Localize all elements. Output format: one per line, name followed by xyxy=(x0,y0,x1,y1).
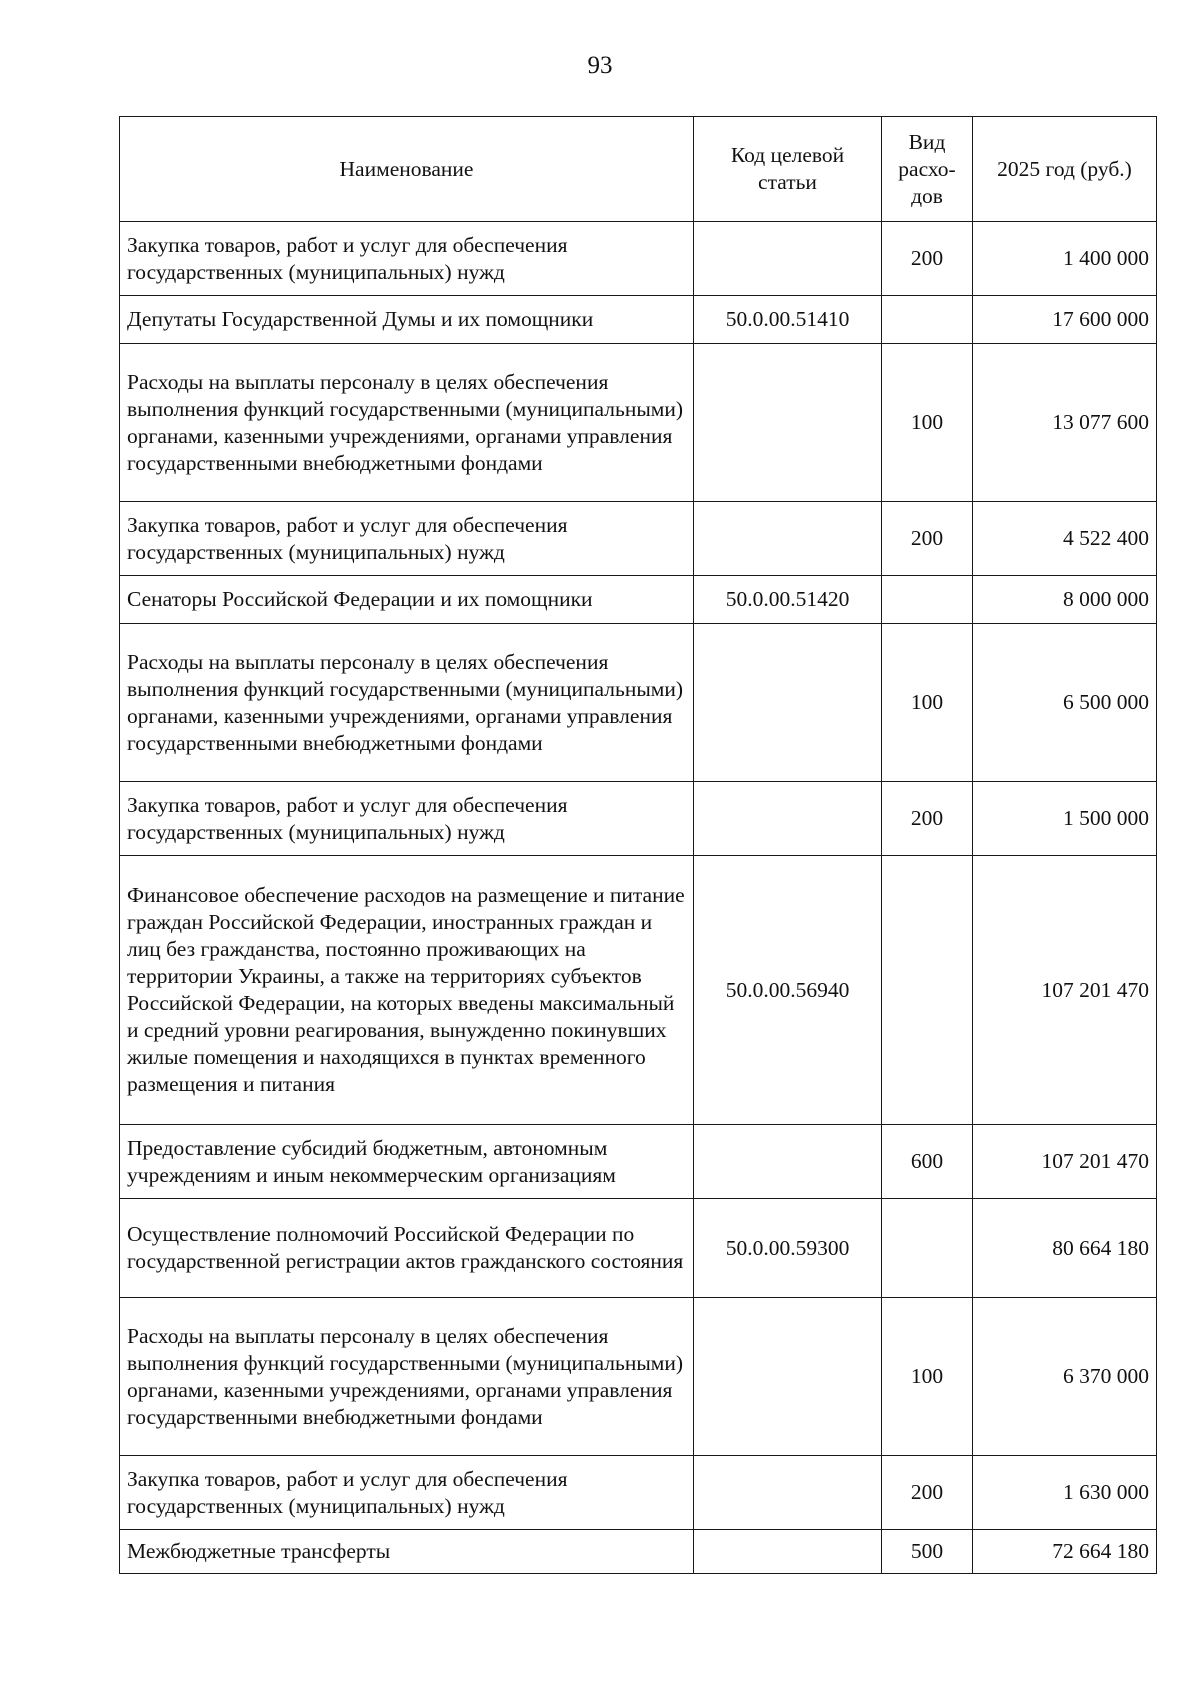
header-code: Код целевой статьи xyxy=(694,117,882,222)
row-amount: 1 630 000 xyxy=(973,1456,1157,1530)
row-name: Закупка товаров, работ и услуг для обеспечения государственных (муниципальных) нужд xyxy=(120,782,694,856)
row-amount: 8 000 000 xyxy=(973,576,1157,624)
table-row xyxy=(120,1530,1157,1574)
row-code xyxy=(694,1125,882,1199)
row-code xyxy=(694,502,882,576)
table-row xyxy=(120,1456,1157,1530)
table-row xyxy=(120,222,1157,296)
budget-table xyxy=(119,116,1157,1574)
row-kind: 100 xyxy=(882,624,973,782)
row-code xyxy=(694,1298,882,1456)
row-kind: 500 xyxy=(882,1530,973,1574)
table-row xyxy=(120,782,1157,856)
row-name: Закупка товаров, работ и услуг для обеспечения государственных (муниципальных) нужд xyxy=(120,222,694,296)
row-amount: 6 370 000 xyxy=(973,1298,1157,1456)
row-kind: 200 xyxy=(882,782,973,856)
row-code xyxy=(694,222,882,296)
row-kind: 200 xyxy=(882,1456,973,1530)
table-row xyxy=(120,502,1157,576)
row-amount: 72 664 180 xyxy=(973,1530,1157,1574)
row-kind: 200 xyxy=(882,502,973,576)
row-name: Расходы на выплаты персоналу в целях обеспечения выполнения функций государственными (муниципальными) органами, казенными учреждениями, органами управления государственными внебюджетными фондами xyxy=(120,624,694,782)
row-name: Сенаторы Российской Федерации и их помощники xyxy=(120,576,694,624)
row-amount: 4 522 400 xyxy=(973,502,1157,576)
header-kind: Вид расхо-дов xyxy=(882,117,973,222)
row-name: Финансовое обеспечение расходов на размещение и питание граждан Российской Федерации, иностранных граждан и лиц без гражданства, постоянно проживающих на территории Украины, а также на территориях субъектов Российской Федерации, на которых введены максимальный и средний уровни реагирования, вынужденно покинувших жилые помещения и находящихся в пунктах временного размещения и питания xyxy=(120,856,694,1125)
table-row xyxy=(120,624,1157,782)
row-kind xyxy=(882,1199,973,1298)
row-name: Осуществление полномочий Российской Федерации по государственной регистрации актов гражданского состояния xyxy=(120,1199,694,1298)
row-kind: 100 xyxy=(882,344,973,502)
row-code: 50.0.00.51410 xyxy=(694,296,882,344)
row-amount: 6 500 000 xyxy=(973,624,1157,782)
row-name: Закупка товаров, работ и услуг для обеспечения государственных (муниципальных) нужд xyxy=(120,1456,694,1530)
row-amount: 13 077 600 xyxy=(973,344,1157,502)
row-kind xyxy=(882,296,973,344)
row-code: 50.0.00.56940 xyxy=(694,856,882,1125)
row-kind xyxy=(882,576,973,624)
row-code: 50.0.00.51420 xyxy=(694,576,882,624)
row-name: Расходы на выплаты персоналу в целях обеспечения выполнения функций государственными (муниципальными) органами, казенными учреждениями, органами управления государственными внебюджетными фондами xyxy=(120,1298,694,1456)
row-name: Предоставление субсидий бюджетным, автономным учреждениям и иным некоммерческим организациям xyxy=(120,1125,694,1199)
table-row xyxy=(120,1298,1157,1456)
row-code: 50.0.00.59300 xyxy=(694,1199,882,1298)
table-row xyxy=(120,1199,1157,1298)
table-row xyxy=(120,856,1157,1125)
row-amount: 1 500 000 xyxy=(973,782,1157,856)
table-row xyxy=(120,296,1157,344)
row-code xyxy=(694,1456,882,1530)
page-number: 93 xyxy=(587,52,613,79)
row-code xyxy=(694,624,882,782)
row-amount: 1 400 000 xyxy=(973,222,1157,296)
row-amount: 107 201 470 xyxy=(973,1125,1157,1199)
row-kind: 600 xyxy=(882,1125,973,1199)
row-kind: 200 xyxy=(882,222,973,296)
row-name: Закупка товаров, работ и услуг для обеспечения государственных (муниципальных) нужд xyxy=(120,502,694,576)
header-name: Наименование xyxy=(120,117,694,222)
row-code xyxy=(694,344,882,502)
header-amount: 2025 год (руб.) xyxy=(973,117,1157,222)
row-kind xyxy=(882,856,973,1125)
row-name: Депутаты Государственной Думы и их помощники xyxy=(120,296,694,344)
row-code xyxy=(694,1530,882,1574)
table-row xyxy=(120,576,1157,624)
row-amount: 107 201 470 xyxy=(973,856,1157,1125)
row-code xyxy=(694,782,882,856)
row-kind: 100 xyxy=(882,1298,973,1456)
row-name: Расходы на выплаты персоналу в целях обеспечения выполнения функций государственными (муниципальными) органами, казенными учреждениями, органами управления государственными внебюджетными фондами xyxy=(120,344,694,502)
table-row xyxy=(120,344,1157,502)
table-row xyxy=(120,1125,1157,1199)
row-name: Межбюджетные трансферты xyxy=(120,1530,694,1574)
table-header-row xyxy=(120,117,1157,222)
row-amount: 80 664 180 xyxy=(973,1199,1157,1298)
row-amount: 17 600 000 xyxy=(973,296,1157,344)
